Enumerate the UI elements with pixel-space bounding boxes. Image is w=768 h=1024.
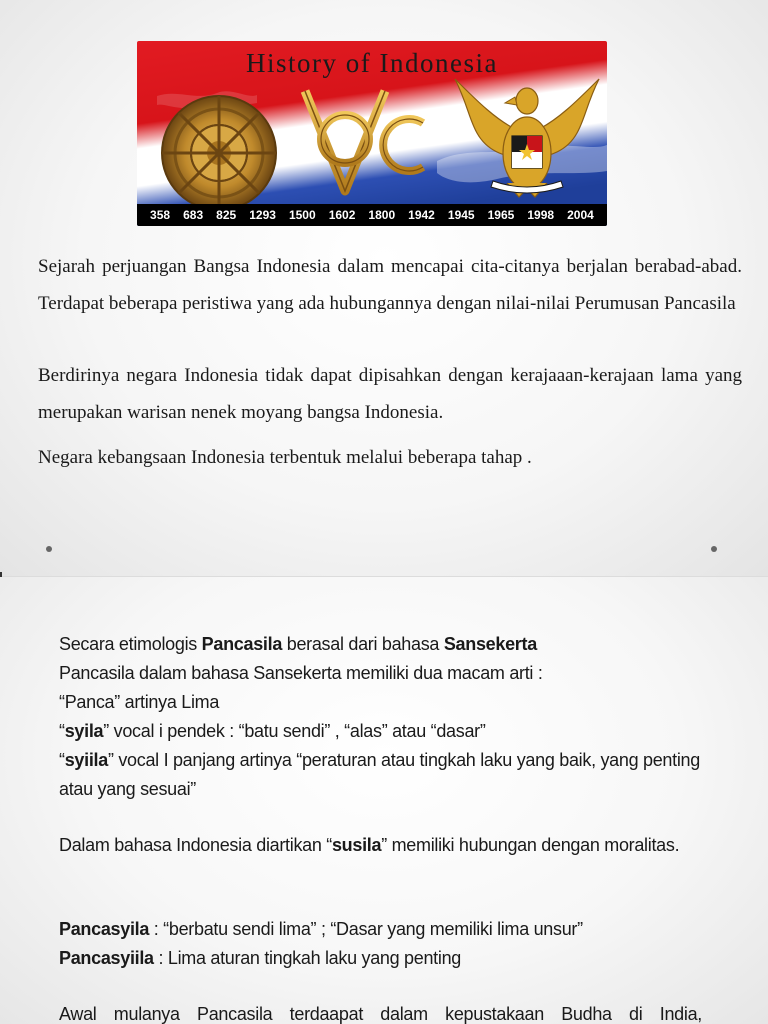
year-label: 1998 [527, 208, 555, 222]
term-syiila: syiila [64, 750, 108, 770]
pancasyila-line [59, 915, 702, 944]
paragraph-negara: Negara kebangsaan Indonesia terbentuk melalui beberapa tahap . [38, 447, 532, 468]
text-run: : “berbatu sendi lima” ; “Dasar yang memiliki lima unsur” [149, 919, 583, 939]
pancasyiila-line [59, 944, 702, 973]
term-pancasila: Pancasila [201, 634, 283, 654]
year-strip [137, 204, 607, 226]
text-run: ” vocal I panjang artinya “peraturan atau tingkah laku yang baik, yang penting atau yang sesuai” [59, 750, 700, 799]
term-susila: susila [331, 835, 382, 855]
year-label: 1942 [408, 208, 435, 222]
year-label: 1965 [487, 208, 515, 222]
syiila-line [59, 746, 702, 804]
year-label: 1800 [368, 208, 396, 222]
slide-decor-dot-left [46, 546, 52, 552]
banner-title: History of Indonesia [246, 48, 498, 78]
year-label: 683 [183, 208, 204, 222]
dua-arti-line: Pancasila dalam bahasa Sansekerta memiliki dua macam arti : [59, 663, 543, 683]
term-sansekerta: Sansekerta [443, 634, 537, 654]
term-pancasyila: Pancasyila [59, 919, 150, 939]
text-run: Secara etimologis [59, 634, 202, 654]
history-banner [137, 41, 607, 226]
slide-2 [0, 577, 768, 1024]
year-label: 1945 [447, 208, 475, 222]
term-syila: syila [64, 721, 104, 741]
majapahit-sun-icon [162, 96, 276, 210]
paragraph-sejarah: Sejarah perjuangan Bangsa Indonesia dalam mencapai cita-citanya berjalan berabad-abad. Terdapat beberapa peristiwa yang ada hubungannya dengan nilai-nilai Perumusan Pancasila [38, 256, 742, 314]
susila-paragraph [59, 831, 702, 860]
year-label: 1500 [288, 208, 316, 222]
etimologi-line [59, 630, 702, 659]
year-label: 358 [150, 208, 171, 222]
text-run: ” memiliki hubungan dengan moralitas. [381, 835, 680, 855]
year-label: 2004 [567, 208, 594, 222]
text-run: berasal dari bahasa [282, 634, 444, 654]
year-label: 1602 [328, 208, 356, 222]
panca-line: “Panca” artinya Lima [59, 692, 220, 712]
slide-decor-dot-right [711, 546, 717, 552]
year-label: 1293 [249, 208, 276, 222]
text-run: “ [59, 750, 65, 770]
text-run: ” vocal i pendek : “batu sendi” , “alas” atau “dasar” [103, 721, 486, 741]
syila-line [59, 717, 702, 746]
awal-mulanya-line: Awal mulanya Pancasila terdaapat dalam kepustakaan Budha di India, [59, 1004, 702, 1024]
text-run: Dalam bahasa Indonesia diartikan “ [59, 835, 332, 855]
text-run: “ [59, 721, 65, 741]
text-run: : Lima aturan tingkah laku yang penting [153, 948, 461, 968]
term-pancasyiila: Pancasyiila [59, 948, 154, 968]
year-label: 825 [216, 208, 237, 222]
paragraph-berdirinya: Berdirinya negara Indonesia tidak dapat dipisahkan dengan kerajaaan-kerajaan lama yang merupakan warisan nenek moyang bangsa Indonesia. [38, 365, 742, 423]
